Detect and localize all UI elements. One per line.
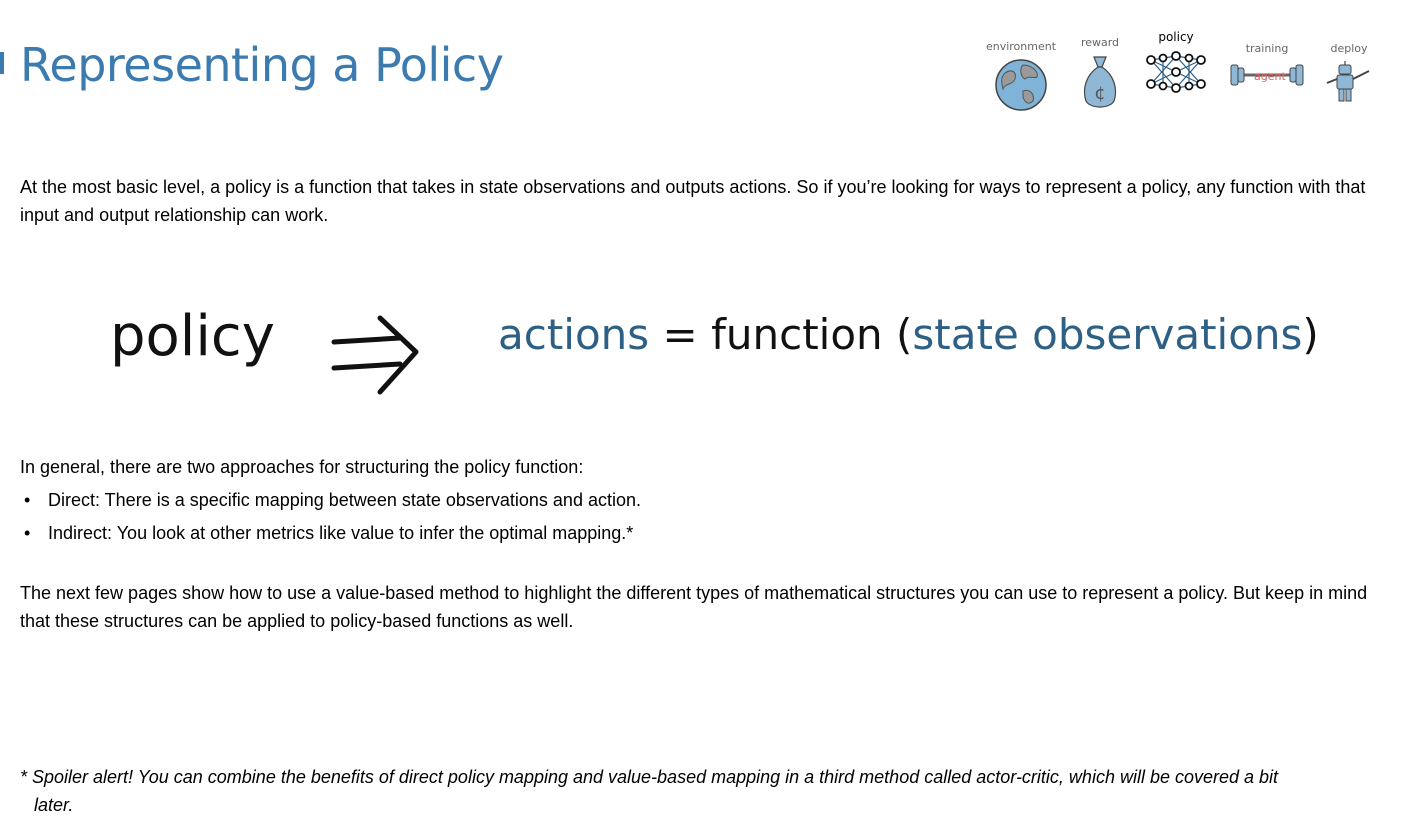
approaches-intro: In general, there are two approaches for structuring the policy function: [20, 457, 584, 477]
approach-direct: Direct: There is a specific mapping between state observations and action. [48, 490, 641, 510]
nav-step-deploy [1321, 42, 1377, 103]
nav-step-training [1227, 42, 1307, 95]
formula-state-observations: state observations [912, 310, 1303, 359]
formula-actions: actions [498, 310, 650, 359]
policy-formula [100, 290, 1319, 410]
nav-step-reward [1071, 36, 1129, 111]
barbell-icon [1228, 61, 1306, 95]
approaches-list [20, 486, 1380, 547]
globe-icon [993, 57, 1049, 113]
formula-equals: = [649, 310, 712, 359]
title-accent-bar [0, 52, 4, 74]
nav-step-environment [975, 40, 1067, 113]
nav-label-reward: reward [1080, 36, 1120, 49]
nav-label-policy: policy [1158, 30, 1194, 44]
formula-close-paren: ) [1302, 310, 1319, 359]
bullet-icon: • [24, 523, 31, 543]
money-bag-icon [1080, 53, 1120, 111]
formula-function: function [711, 310, 896, 359]
nav-label-deploy: deploy [1330, 42, 1368, 55]
nav-label-environment: environment [985, 40, 1057, 53]
implies-arrow-icon [328, 308, 428, 398]
intro-paragraph: At the most basic level, a policy is a function that takes in state observations and outputs actions. So if you’re looking for ways to represent a policy, any function with that input and output relationship can work. [20, 177, 1366, 225]
approach-indirect: Indirect: You look at other metrics like value to infer the optimal mapping.* [48, 523, 634, 543]
svg-text:¢: ¢ [1094, 83, 1106, 104]
robot-icon [1323, 59, 1375, 103]
footnote-text: * Spoiler alert! You can combine the benefits of direct policy mapping and value-based mapping in a third method called actor-critic, which will be covered a bit later. [20, 767, 1279, 815]
nav-label-training: training [1245, 42, 1289, 55]
barbell-agent-label: agent [1254, 70, 1286, 83]
formula-policy-word: policy [110, 304, 275, 369]
formula-open-paren: ( [896, 310, 913, 359]
list-item [20, 486, 1380, 514]
workflow-nav [975, 26, 1385, 121]
neural-network-icon [1145, 48, 1207, 96]
next-pages-paragraph: The next few pages show how to use a value-based method to highlight the different types of mathematical structures you can use to represent a policy. But keep in mind that these structures can be applied to policy-based functions as well. [20, 583, 1368, 631]
nav-step-policy [1145, 30, 1207, 96]
bullet-icon: • [24, 490, 31, 510]
footnote [20, 763, 1320, 819]
page-title: Representing a Policy [20, 38, 504, 92]
approaches-section [20, 453, 1380, 552]
list-item [20, 519, 1380, 547]
formula-expression [498, 310, 1319, 359]
